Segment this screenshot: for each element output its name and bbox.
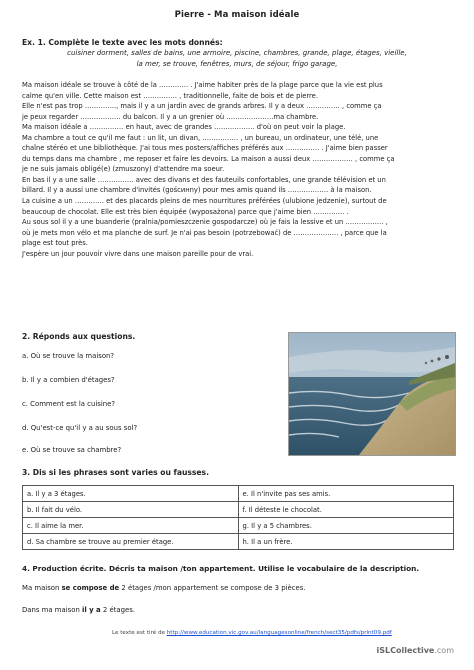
exercise-1-text	[22, 80, 456, 259]
example-text: 2 étages.	[100, 606, 136, 614]
table-row	[23, 486, 454, 502]
table-cell: b. Il fait du vélo.	[23, 502, 239, 518]
text-line: je ne suis jamais obligé(e) (zmuszony) d'attendre ma soeur.	[22, 165, 225, 174]
example-sentence-2	[22, 606, 135, 614]
question-e: e. Où se trouve sa chambre?	[22, 446, 122, 454]
exercise-1-heading: Ex. 1. Complète le texte avec les mots donnés:	[22, 38, 223, 47]
text-line: du temps dans ma chambre , me reposer et faire les devoirs. La maison a aussi deux ……………… , comme ça	[22, 154, 395, 163]
table-row	[23, 502, 454, 518]
text-line: Elle n'est pas trop ………….., mais il y a un jardin avec de grands arbres. Il y a deux …………… , comme ça	[22, 102, 382, 111]
text-line: calme qu'en ville. Cette maison est …………… , traditionnelle, faite de bois et de pierre.	[22, 91, 318, 100]
question-a: a. Où se trouve la maison?	[22, 352, 115, 360]
table-cell: a. Il y a 3 étages.	[23, 486, 239, 502]
page-title: Pierre - Ma maison idéale	[174, 10, 300, 20]
question-d: d. Qu'est-ce qu'il y a au sous sol?	[22, 424, 138, 432]
table-row	[23, 534, 454, 550]
text-line: La cuisine a un …………. et des placards pleins de mes nourritures préférées (ulubione jedzenie), surtout de	[22, 197, 387, 206]
word-bank-line: la mer, se trouve, fenêtres, murs, de séjour, frigo garage,	[136, 60, 338, 68]
text-line: plage est tout près.	[22, 239, 88, 248]
example-text: 2 étages /mon appartement se compose de 3 pièces.	[119, 584, 306, 592]
source-link[interactable]: http://www.education.vic.gov.au/languagesonline/french/sect35/pdfs/print09.pdf	[166, 630, 392, 636]
brand-watermark	[377, 646, 454, 655]
text-line: J'espère un jour pouvoir vivre dans une maison pareille pour de vrai.	[22, 249, 254, 258]
text-line: chaîne stéréo et une bibliothèque. J'ai tous mes posters/affiches préférés aux …………… . J'aime bien passer	[22, 144, 388, 153]
example-keyword: se compose de	[61, 584, 120, 592]
table-cell: d. Sa chambre se trouve au premier étage.	[23, 534, 239, 550]
question-c: c. Comment est la cuisine?	[22, 400, 116, 408]
beach-painting-image	[288, 332, 456, 456]
table-cell: f. Il déteste le chocolat.	[238, 502, 454, 518]
source-label: Le texte est tiré de	[112, 630, 167, 636]
text-line: billard. Il y a aussi une chambre d'invités (goścинny) pour mes amis quand ils ……………… à la maison.	[22, 186, 372, 195]
exercise-3-heading: 3. Dis si les phrases sont varies ou fausses.	[22, 468, 209, 477]
exercise-2-heading: 2. Réponds aux questions.	[22, 332, 136, 341]
example-text: Dans ma maison	[22, 606, 83, 614]
text-line: Ma maison idéale se trouve à côté de la …………. . J'aime habiter près de la plage parce que la vie est plus	[22, 81, 383, 89]
text-line: Ma maison idéale a …………… en haut, avec de grandes ……………… d'où on peut voir la plage.	[22, 123, 346, 132]
example-text: Ma maison	[22, 584, 62, 592]
example-sentence-1	[22, 584, 306, 592]
source-footer	[112, 630, 392, 636]
text-line: En bas il y a une salle ……………. avec des divans et des fauteuils confortables, une grande télévision et un	[22, 175, 386, 184]
table-row	[23, 518, 454, 534]
true-false-table	[22, 485, 454, 550]
question-b: b. Il y a combien d'étages?	[22, 376, 115, 384]
exercise-4-heading: 4. Production écrite. Décris ta maison /ton appartement. Utilise le vocabulaire de la description.	[22, 564, 420, 573]
brand-name: iSLCollective	[376, 646, 435, 655]
table-cell: e. Il n'invite pas ses amis.	[238, 486, 454, 502]
table-cell: h. Il a un frère.	[238, 534, 454, 550]
table-cell: g. Il y a 5 chambres.	[238, 518, 454, 534]
word-bank	[22, 48, 452, 70]
text-line: où je mets mon vélo et ma planche de surf. Je n'ai pas besoin (potrzebować) de ……………….. , parce que la	[22, 228, 387, 237]
word-bank-line: cuisiner dorment, salles de bains, une armoire, piscine, chambres, grande, plage, étages, vieille,	[67, 49, 407, 57]
example-keyword: il y a	[82, 606, 101, 614]
table-cell: c. Il aime la mer.	[23, 518, 239, 534]
text-line: Ma chambre a tout ce qu'il me faut : un lit, un divan, ……………. , un bureau, un ordinateur, une télé, une	[22, 133, 379, 142]
brand-tld: .com	[434, 646, 454, 655]
text-line: Au sous sol il y a une buanderie (pralnia/pomieszczenie gospodarcze) où je fais la lessive et un …………….. ,	[22, 218, 388, 227]
text-line: je peux regarder ……………… du balcon. Il y a un grenier où …………………ma chambre.	[22, 112, 319, 121]
text-line: beaucoup de chocolat. Elle est très bien équipée (wyposażona) parce que j'aime bien ………….. .	[22, 207, 349, 216]
